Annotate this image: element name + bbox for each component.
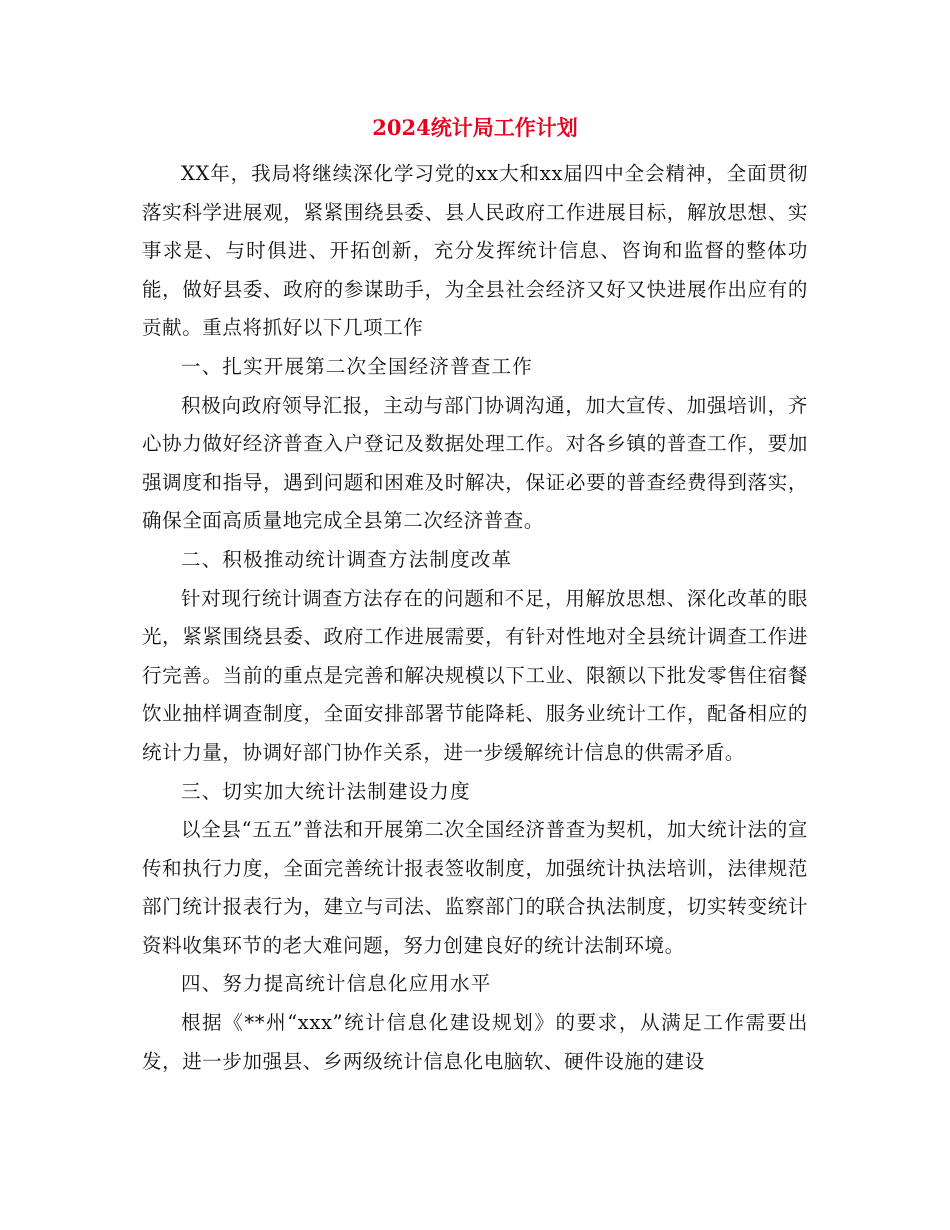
document-body: [142, 155, 808, 1081]
section-heading-4: 四、努力提高统计信息化应用水平: [181, 972, 492, 996]
section-paragraph-2: 针对现行统计调查方法存在的问题和不足，用解放思想、深化改革的眼光，紧紧围绕县委、政府工作进展需要，有针对性地对全县统计调查工作进行完善。当前的重点是完善和解决规模以下工业、限额以下批发零售住宿餐饮业抽样调查制度，全面安排部署节能降耗、服务业统计工作，配备相应的统计力量，协调好部门协作关系，进一步缓解统计信息的供需矛盾。: [142, 586, 808, 764]
page-title: 2024统计局工作计划: [372, 115, 578, 140]
section-heading-3: 三、切实加大统计法制建设力度: [181, 779, 471, 803]
section-paragraph-1: 积极向政府领导汇报，主动与部门协调沟通，加大宣传、加强培训，齐心协力做好经济普查入户登记及数据处理工作。对各乡镇的普查工作，要加强调度和指导，遇到问题和困难及时解决，保证必要的普查经费得到落实，确保全面高质量地完成全县第二次经济普查。: [142, 393, 808, 533]
section-heading-1: 一、扎实开展第二次全国经济普查工作: [181, 354, 533, 378]
section-heading-2: 二、积极推动统计调查方法制度改革: [181, 547, 513, 571]
section-paragraph-3: 以全县“五五”普法和开展第二次全国经济普查为契机，加大统计法的宣传和执行力度，全面完善统计报表签收制度，加强统计执法培训，法律规范部门统计报表行为，建立与司法、监察部门的联合执法制度，切实转变统计资料收集环节的老大难问题，努力创建良好的统计法制环境。: [142, 818, 808, 957]
intro-paragraph: XX年，我局将继续深化学习党的xx大和xx届四中全会精神，全面贯彻落实科学进展观，紧紧围绕县委、县人民政府工作进展目标，解放思想、实事求是、与时俱进、开拓创新，充分发挥统计信息、咨询和监督的整体功能，做好县委、政府的参谋助手，为全县社会经济又好又快进展作出应有的贡献。重点将抓好以下几项工作: [142, 162, 808, 340]
section-paragraph-4: 根据《**州“xxx”统计信息化建设规划》的要求，从满足工作需要出发，进一步加强县、乡两级统计信息化电脑软、硬件设施的建设: [142, 1011, 808, 1073]
